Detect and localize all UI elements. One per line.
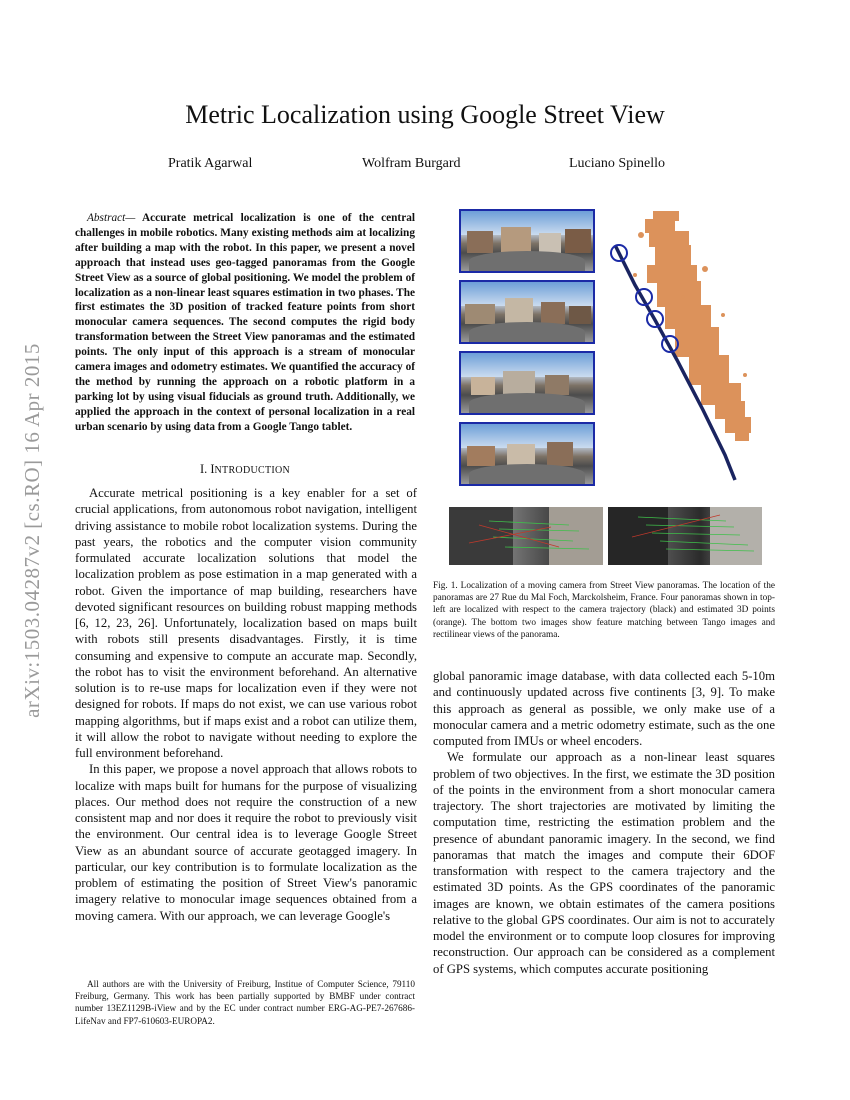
trajectory-plot [605,205,755,495]
author-3: Luciano Spinello [569,156,666,171]
panorama-image [459,209,595,273]
figure-caption: Fig. 1. Localization of a moving camera from Street View panoramas. The location of the panoramas are 27 Rue du Mal Foch, Marckolsheim, France. Four panoramas shown in top-left are localized with respect to the camera trajectory (black) and estimated 3D points (orange). The bottom two images show feature matching between Tango images and rectilinear views of the panorama. [433,581,775,640]
abstract-text: Accurate metrical localization is one of the central challenges in mobile robotics. Many existing methods aim at localizing after building a map with the robot. In this paper, we present a novel approach that instead uses geo-tagged panoramas from the Google Street View as a source of global positioning. We model the problem of localization as a non-linear least squares estimation in two phases. The first estimates the 3D position of tracked feature points from short monocular camera sequences. The second computes the rigid body transformation between the Street View panoramas and the estimated points. The only input of this approach is a stream of monocular camera images and odometry estimates. We quantified the accuracy of the method by running the approach on a robotic platform in a parking lot by using visual fiducials as ground truth. Additionally, we applied the approach in the context of personal localization in a real urban scenario by using data from a Google Tango tablet. [75,212,415,433]
feature-match-image [608,507,762,565]
paragraph: global panoramic image database, with data collected each 5-10m and continuously updated across five continents [3, 9]. To make this approach as general as possible, we only make use of a monocular camera and a metric odometry estimate, such as the one computed from IMUs or wheel encoders. [433,669,775,748]
author-2: Wolfram Burgard [362,156,461,171]
paper-title: Metric Localization using Google Street View [185,100,665,129]
author-1: Pratik Agarwal [168,156,253,171]
left-column-body [75,485,417,924]
footnote: All authors are with the University of Freiburg, Institue of Computer Science, 79110 Freiburg, Germany. This work has been partially supported by BMBF under contract number 13EZ1129B-iView and by the EC under contract number ERG-AG-PE7-267686-LifeNav and FP7-610603-EUROPA2. [75,979,415,1026]
arxiv-watermark: arXiv:1503.04287v2 [cs.RO] 16 Apr 2015 [19,342,44,718]
section-heading-introduction: I. INTRODUCTION [199,462,291,476]
panorama-image [459,280,595,344]
abstract: Abstract— Accurate metrical localization is one of the central challenges in mobile robotics. Many existing methods aim at localizing after building a map with the robot. In this paper, we present a novel approach that instead uses geo-tagged panoramas from the Google Street View as a source of global positioning. We model the problem of localization as a non-linear least squares estimation in two phases. The first estimates the 3D position of tracked feature points from short monocular camera sequences. The second computes the rigid body transformation between the Street View panoramas and the estimated points. The only input of this approach is a stream of monocular camera images and odometry estimates. We quantified the accuracy of the method by running the approach on a robotic platform in a parking lot by using visual fiducials as ground truth. Additionally, we applied the approach in the context of personal localization in a real urban scenario by using data from a Google Tango tablet. [75,212,415,433]
panorama-image [459,422,595,486]
paragraph: We formulate our approach as a non-linear least squares problem of two objectives. In the first, we estimate the 3D position of the points in the environment from a short monocular camera trajectory. The short trajectories are motivated by limiting the computation time, restricting the estimation problem and the presence of abundant panoramic imagery. In the second, we find panoramas that match the images and compute their 6DOF transformation with respect to the camera trajectory and the estimated 3D points. As the GPS coordinates of the panoramic images are known, we obtain estimates of the camera positions relative to the global GPS coordinates. Our aim is not to accurately model the environment or to compute loop closures for improving reconstruction. Our approach can be considered as a complement of GPS systems, which computes accurate positioning [433,750,775,976]
right-column-body [433,668,775,977]
paragraph: In this paper, we propose a novel approach that allows robots to localize with maps built for humans for the purpose of visualizing places. Our method does not require the construction of a new consistent map and nor does it require the robot to previously visit the environment. Our central idea is to leverage Google Street View as an abundant source of accurate geotagged imagery. In particular, our key contribution is to formulate localization as the problem of estimating the position of Street View's panoramic imagery relative to monocular image sequences obtained from a moving camera. With our approach, we can leverage Google's [75,762,417,923]
panorama-image [459,351,595,415]
paragraph: Accurate metrical positioning is a key enabler for a set of crucial applications, from autonomous robot navigation, intelligent driving assistance to mobile robot localization systems. During the past years, the robotics and the computer vision community formulated accurate localization solutions that model the localization problem as pose estimation in a map generated with a robot. Given the importance of map building, researchers have devoted significant resources on building robust mapping methods [6, 12, 23, 26]. Unfortunately, localization based on maps built with robots still presents disadvantages. Firstly, it is time consuming and expensive to compute an accurate map. Secondly, the robot has to visit the environment beforehand. An alternative solution is to re-use maps for localization even if they were not designed for robots. If maps do not exist, we can use various robot mapping algorithms, but if maps exist and a robot can utilize them, it will allow the robot to navigate without needing to explore the full environment beforehand. [75,486,417,760]
feature-match-image [449,507,603,565]
abstract-label: Abstract [87,212,126,224]
